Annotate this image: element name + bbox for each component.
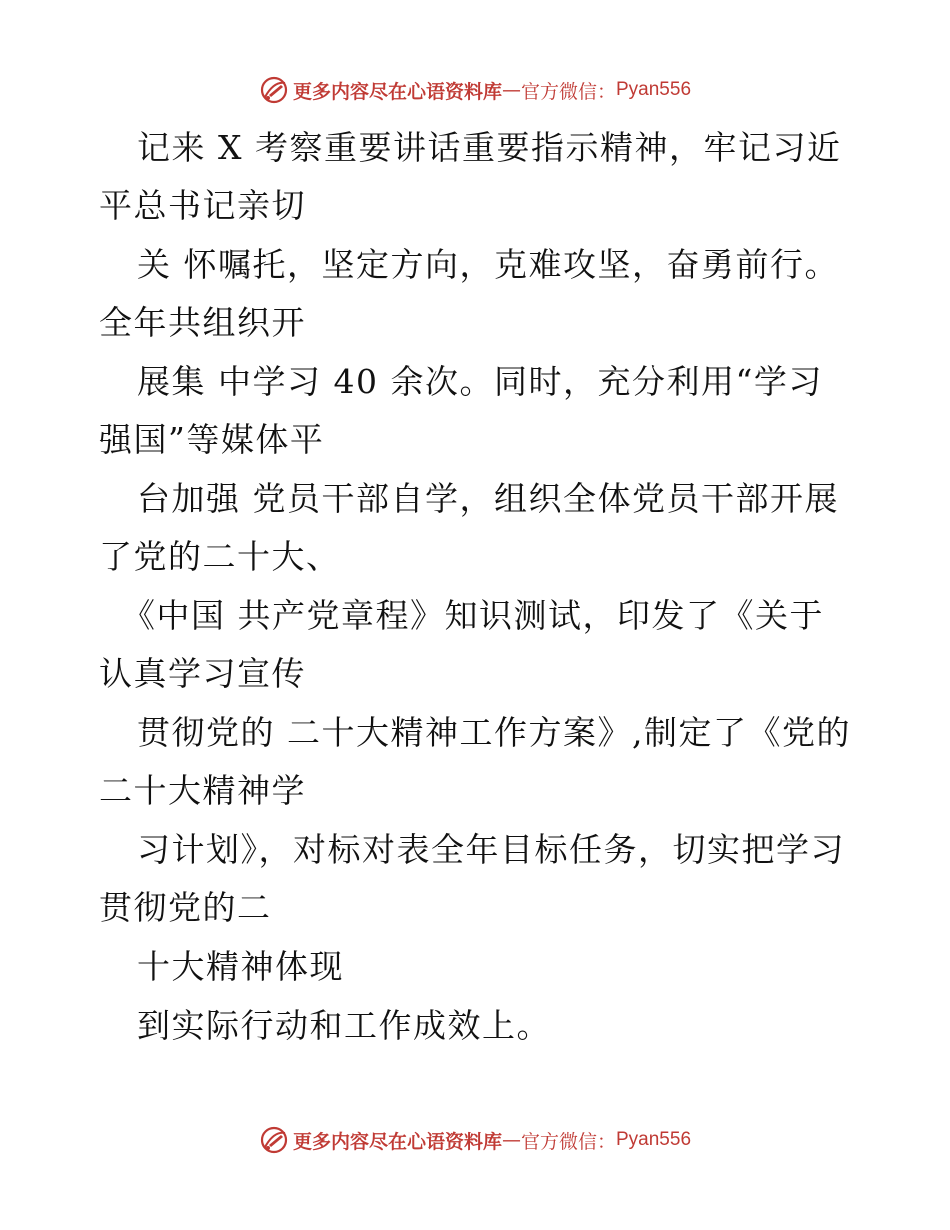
pen-logo-icon — [259, 1125, 289, 1155]
text-line: 十大精神体现 — [137, 947, 344, 986]
text-line: 了党的二十大、 — [99, 537, 341, 576]
banner-title: 更多内容尽在心语资料库 — [292, 80, 502, 103]
text-line: 关 怀嘱托，坚定方向，克难攻坚，奋勇前行。 — [137, 245, 839, 284]
banner-label: 官方微信： — [520, 1130, 616, 1153]
text-line: 平总书记亲切 — [99, 186, 306, 225]
text-line: 展集 中学习 40 余次。同时，充分利用“学习 — [137, 362, 823, 401]
text-line: 习计划》，对标对表全年目标任务，切实把学习 — [137, 830, 845, 869]
footer-banner — [0, 1122, 950, 1158]
banner-separator: — — [501, 1129, 521, 1151]
banner-wechat-id: Pyan556 — [616, 79, 692, 100]
text-line: 认真学习宣传 — [99, 654, 306, 693]
banner-wechat-id: Pyan556 — [616, 1129, 692, 1150]
banner-label: 官方微信： — [520, 80, 616, 103]
text-line: 台加强 党员干部自学，组织全体党员干部开展 — [137, 479, 839, 518]
text-line: 《中国 共产党章程》知识测试，印发了《关于 — [122, 596, 824, 635]
text-line: 到实际行动和工作成效上。 — [137, 1006, 551, 1045]
text-line: 全年共组织开 — [99, 303, 306, 342]
text-line: 贯彻党的 二十大精神工作方案》,制定了《党的 — [137, 713, 851, 752]
banner-title: 更多内容尽在心语资料库 — [292, 1130, 502, 1153]
text-line: 记来 X 考察重要讲话重要指示精神，牢记习近 — [137, 128, 842, 167]
text-line: 贯彻党的二 — [99, 888, 272, 927]
text-line: 强国”等媒体平 — [99, 420, 325, 459]
text-line: 二十大精神学 — [99, 771, 306, 810]
banner-separator: — — [501, 79, 521, 101]
